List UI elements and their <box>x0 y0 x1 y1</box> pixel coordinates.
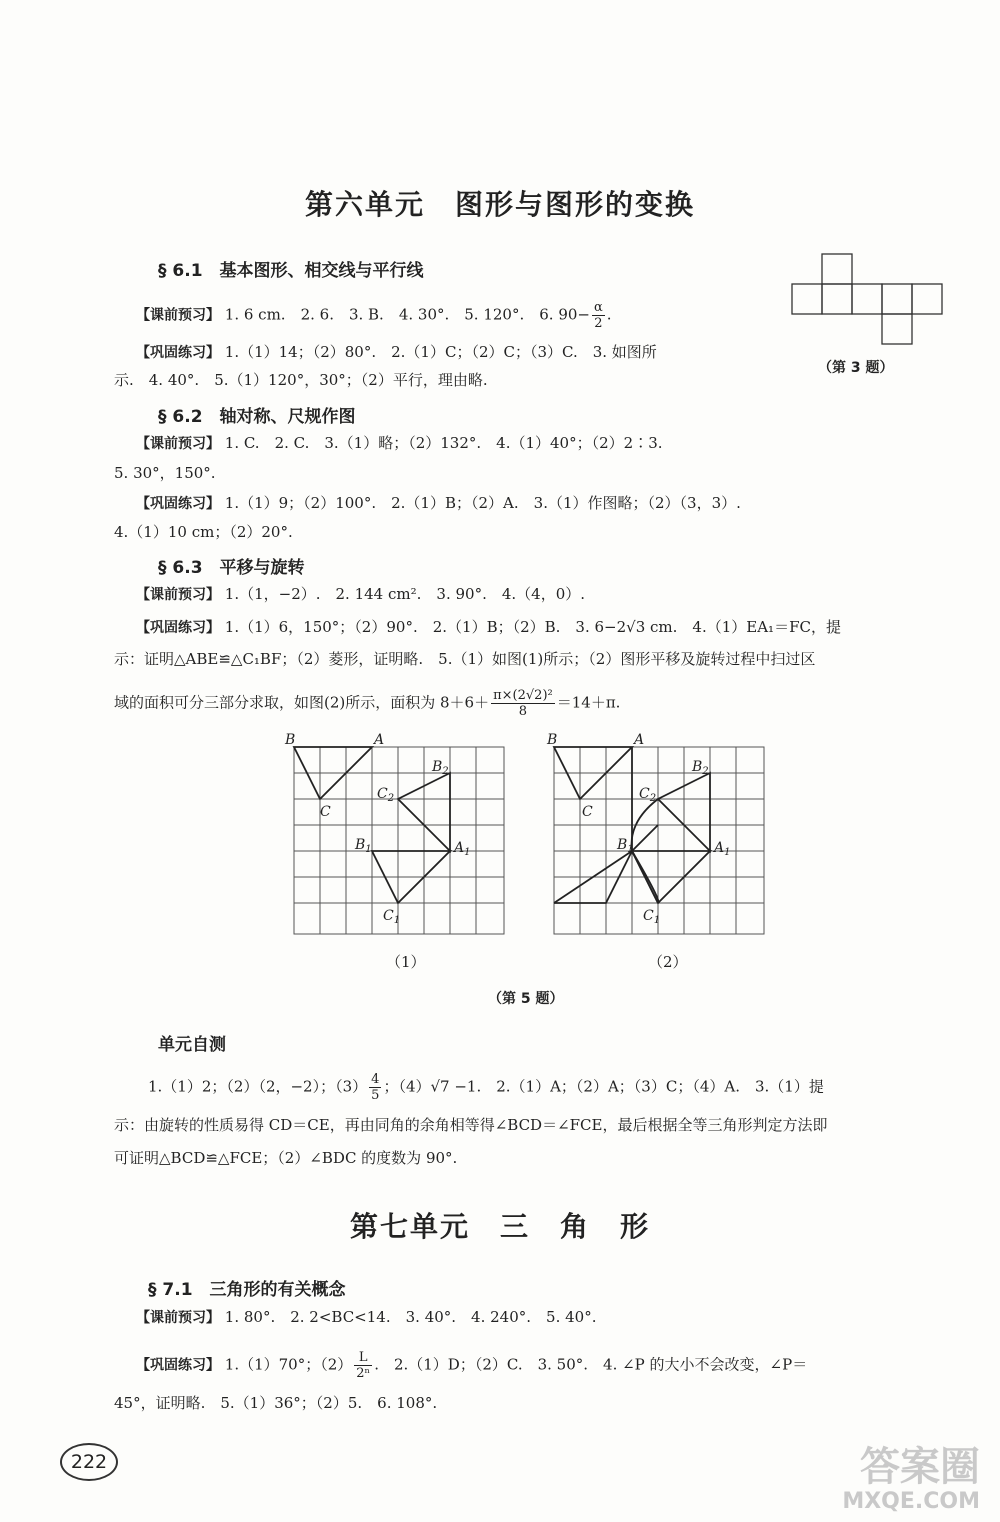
label-B1: B <box>355 837 366 853</box>
svg-text:B2: $B_2$ <box>692 759 709 777</box>
test-line1: 1.（1）2；（2）（2，−2）；（3） $\frac{4}{5}$ ；（4）√7 −1. 2.（1）A；（2）A；（3）C；（4）A. 3.（1）提 <box>148 1072 824 1103</box>
test-line2: 示：由旋转的性质易得 CD＝CE，再由同角的余角相等得∠BCD＝∠FCE，最后根据全等三角形判定方法即 <box>114 1116 828 1134</box>
s71-preview-text: 1. 80°. 2. 2<BC<14. 3. 40°. 4. 240°. 5. 40°. <box>224 1308 597 1326</box>
s62-preview-line2: 5. 30°，150°. <box>114 464 216 482</box>
four-fifths: $\frac{4}{5}$ <box>371 1072 380 1103</box>
s63-consolidate-line2: 示：证明△ABE≌△C₁BF；（2）菱形，证明略. 5.（1）如图(1)所示；（2）图形平移及旋转过程中扫过区 <box>114 650 816 668</box>
s63-consolidate-text1: 1.（1）6，150°；（2）90°. 2.（1）B；（2）B. 3. 6−2√3 cm. 4.（1）EA₁＝FC，提 <box>224 618 841 636</box>
s62-preview-line1: 【课前预习】 1. C. 2. C. 3.（1）略；（2）132°. 4.（1）40°；（2）2∶3. <box>136 434 663 452</box>
section-6-2-title: § 6.2 轴对称、尺规作图 <box>158 407 356 427</box>
section-7-1-title: § 7.1 三角形的有关概念 <box>148 1280 346 1300</box>
svg-text:B2: $B_2$ <box>432 759 449 777</box>
section-6-1-title: § 6.1 基本图形、相交线与平行线 <box>158 261 424 281</box>
svg-text:C2: $C_2$ <box>639 786 657 804</box>
label-A1: A <box>454 840 465 856</box>
watermark-url: MXQE.COM <box>842 1489 980 1514</box>
s63-preview-line: 【课前预习】 1.（1，−2）. 2. 144 cm². 3. 90°. 4.（4，0）. <box>136 585 586 603</box>
watermark-logo-text: 答案圈 <box>860 1444 980 1490</box>
s63-consolidate-line3: 域的面积可分三部分求取，如图(2)所示，面积为 8＋6＋ $\frac{\text{π×(2√2)²}}{8}$ ＝14＋π. <box>114 688 621 719</box>
label-C2: C <box>377 786 388 802</box>
alpha-over-2: $\frac{\alpha}{2}$ <box>593 300 603 331</box>
cube-net-figure <box>788 250 943 346</box>
label-B2: B <box>432 759 443 775</box>
fig5-caption: （第 5 题） <box>488 991 564 1007</box>
label-A: A <box>374 732 385 748</box>
l-over-2n: $\frac{L}{\text{2ⁿ}}$ <box>356 1350 371 1381</box>
fig2-label: （2） <box>648 953 688 971</box>
s61-consolidate-line2: 示. 4. 40°. 5.（1）120°，30°；（2）平行，理由略. <box>114 371 488 389</box>
section-6-3-title: § 6.3 平移与旋转 <box>158 558 305 578</box>
s61-preview-text: 1. 6 cm. 2. 6. 3. B. 4. 30°. 5. 120°. 6. 90− <box>224 305 590 324</box>
s62-consolidate-text1: 1.（1）9；（2）100°. 2.（1）B；（2）A. 3.（1）作图略；（2）（3，3）. <box>224 494 741 512</box>
svg-text:C2: $C_2$ <box>377 786 395 804</box>
s71-consolidate-line2: 45°，证明略. 5.（1）36°；（2）5. 6. 108°. <box>114 1394 438 1412</box>
unit7-title: 第七单元 三 角 形 <box>349 1210 650 1243</box>
svg-text:B1: $B_1$ <box>355 837 372 855</box>
fig3-caption: （第 3 题） <box>818 360 894 376</box>
s61-preview-line: 【课前预习】 1. 6 cm. 2. 6. 3. B. 4. 30°. 5. 120°. 6. 90− $\frac{\alpha}{2}$ . <box>136 300 612 331</box>
s63-consolidate-line1: 【巩固练习】 1.（1）6，150°；（2）90°. 2.（1）B；（2）B. 3. 6−2√3 cm. 4.（1）EA₁＝FC，提 <box>136 618 841 636</box>
svg-text:A1: $A_1$ <box>714 840 731 858</box>
fig1-label: （1） <box>386 953 426 971</box>
svg-text:C1: $C_1$ <box>643 908 661 926</box>
s62-consolidate-line2: 4.（1）10 cm；（2）20°. <box>114 523 293 541</box>
grid-figure-1 <box>282 732 512 942</box>
preview-tag: 【课前预习】 <box>136 307 220 324</box>
svg-text:A: A <box>634 732 645 748</box>
label-C1: C <box>383 908 394 924</box>
area-fraction: $\frac{\text{π×(2√2)²}}{8}$ <box>493 688 553 719</box>
s61-consolidate-text1: 1.（1）14；（2）80°. 2.（1）C；（2）C；（3）C. 3. 如图所 <box>224 343 657 361</box>
svg-text:A1: $A_1$ <box>454 840 471 858</box>
s61-consolidate-line1 <box>136 342 657 363</box>
svg-text:C1: $C_1$ <box>383 908 401 926</box>
s62-consolidate-line1: 【巩固练习】 1.（1）9；（2）100°. 2.（1）B；（2）A. 3.（1）作图略；（2）（3，3）. <box>136 494 741 512</box>
s62-preview-text1: 1. C. 2. C. 3.（1）略；（2）132°. 4.（1）40°；（2）2∶3. <box>224 434 663 452</box>
s71-preview-line: 【课前预习】 1. 80°. 2. 2<BC<14. 3. 40°. 4. 240°. 5. 40°. <box>136 1308 597 1326</box>
s71-consolidate-line1: 【巩固练习】 1.（1）70°；（2） $\frac{L}{\text{2ⁿ}}$ . 2.（1）D；（2）C. 3. 50°. 4. ∠P 的大小不会改变，∠P＝ <box>136 1350 808 1381</box>
test-line3: 可证明△BCD≌△FCE；（2）∠BDC 的度数为 90°. <box>114 1149 458 1167</box>
page-number: 222 <box>60 1443 118 1481</box>
label-B: B <box>285 732 296 748</box>
svg-text:C: C <box>582 804 593 820</box>
consolidate-tag: 【巩固练习】 <box>136 345 220 361</box>
grid-figure-2 <box>542 732 772 942</box>
unit-test-title: 单元自测 <box>158 1035 226 1055</box>
s63-preview-text: 1.（1，−2）. 2. 144 cm². 3. 90°. 4.（4，0）. <box>224 585 586 603</box>
label-C: C <box>320 804 331 820</box>
unit6-title: 第六单元 图形与图形的变换 <box>304 188 695 221</box>
watermark <box>842 1445 980 1515</box>
svg-text:B: B <box>547 732 558 748</box>
svg-text:B1: $B_1$ <box>617 837 634 855</box>
